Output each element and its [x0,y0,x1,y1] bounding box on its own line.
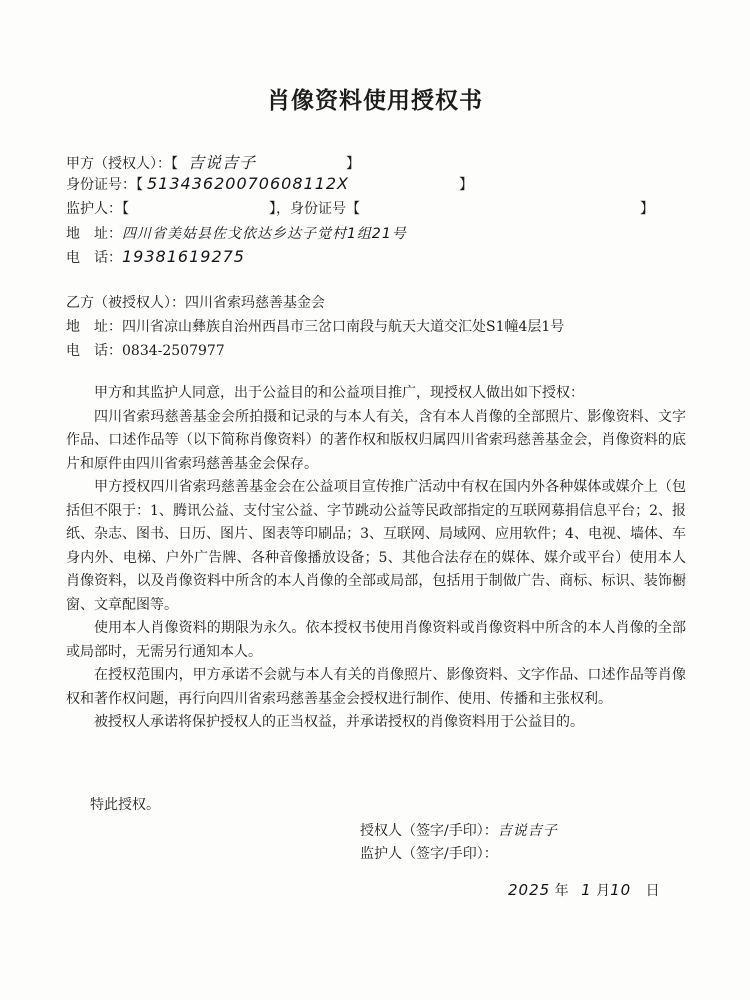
party-b-phone: 电 话：0834-2507977 [66,343,225,359]
body-text [66,382,686,735]
grantor-signature: 吉说吉子 [497,823,558,839]
paragraph-commitment: 在授权范围内，甲方承诺不会就与本人有关的肖像照片、影像资料、文字作品、口述作品等肖像权和著作权问题，再行向四川省索玛慈善基金会授权进行制作、使用、传播和主张权利。 [66,667,686,707]
party-a-address-label: 地 址： [66,226,122,242]
party-a-address: 四川省美姑县佐戈依达乡达子觉村1组21号 [122,226,407,242]
party-a-line [66,150,360,173]
guardian-sign-label: 监护人（签字/手印）： [360,846,498,862]
party-a-close: 】 [346,156,361,172]
paragraph-term: 使用本人肖像资料的期限为永久。依本授权书使用肖像资料或肖像资料中所含的本人肖像的全部或局部时，无需另行通知本人。 [66,620,686,660]
date-year: 2025 [508,881,551,899]
party-a-phone: 19381619275 [122,247,245,266]
date-day-label: 日 [645,883,660,899]
grantor-label: 授权人（签字/手印）： [360,823,498,839]
id-number: 51343620070608112X [147,174,350,193]
guardian-signature-line [360,843,498,863]
id-label: 身份证号：【 [66,177,143,193]
party-a-phone-label: 电 话： [66,250,122,266]
signing-date [508,880,660,900]
guardian-id-close: 】 [640,201,654,217]
closing-text: 特此授权。 [90,797,160,813]
date-month: 1 [581,881,592,899]
date-year-label: 年 [554,883,569,899]
paragraph-usage: 甲方授权四川省索玛慈善基金会在公益项目宣传推广活动中有权在国内外各种媒体或媒介上（包括但不限于：1、腾讯公益、支付宝公益、字节跳动公益等民政部指定的互联网募捐信息平台；2、报纸、杂志、图书、日历、图片、图表等印刷品；3、互联网、局域网、应用软件；4、电视、墙体、车身内外、电梯、户外广告牌、各种音像播放设备；5、其他合法存在的媒体、媒介或平台）使用本人肖像资料，以及肖像资料中所含的本人肖像的全部或局部，包括用于制做广告、商标、标识、装饰橱窗、文章配图等。 [66,479,686,613]
id-close: 】 [459,177,474,193]
party-b-label: 乙方（被授权人）：四川省索玛慈善基金会 [66,295,325,311]
party-a-phone-line [66,247,245,267]
id-line [66,174,473,194]
paragraph-copyright: 四川省索玛慈善基金会所拍摄和记录的与本人有关，含有本人肖像的全部照片、影像资料、文字作品、口述作品等（以下简称肖像资料）的著作权和版权归属四川省索玛慈善基金会，肖像资料的底片和原件由四川省索玛慈善基金会保存。 [66,408,686,472]
party-a-address-line [66,223,407,243]
date-day: 10 [610,881,632,899]
document-title: 肖像资料使用授权书 [267,88,483,114]
party-a-label: 甲方（授权人）：【 [66,156,178,172]
party-a-name: 吉说吉子 [188,153,257,172]
guardian-label: 监护人：【 [66,201,129,217]
paragraph-grantee-promise: 被授权人承诺将保护授权人的正当权益，并承诺授权的肖像资料用于公益目的。 [94,714,584,730]
guardian-line [66,198,654,218]
paragraph-intro: 甲方和其监护人同意，出于公益目的和公益项目推广，现授权人做出如下授权： [94,385,584,401]
grantor-signature-line [360,820,558,840]
party-b-address: 地 址：四川省凉山彝族自治州西昌市三岔口南段与航天大道交汇处S1幢4层1号 [66,319,565,335]
date-month-label: 月 [596,883,611,899]
guardian-id-label: 】，身份证号【 [269,201,360,217]
